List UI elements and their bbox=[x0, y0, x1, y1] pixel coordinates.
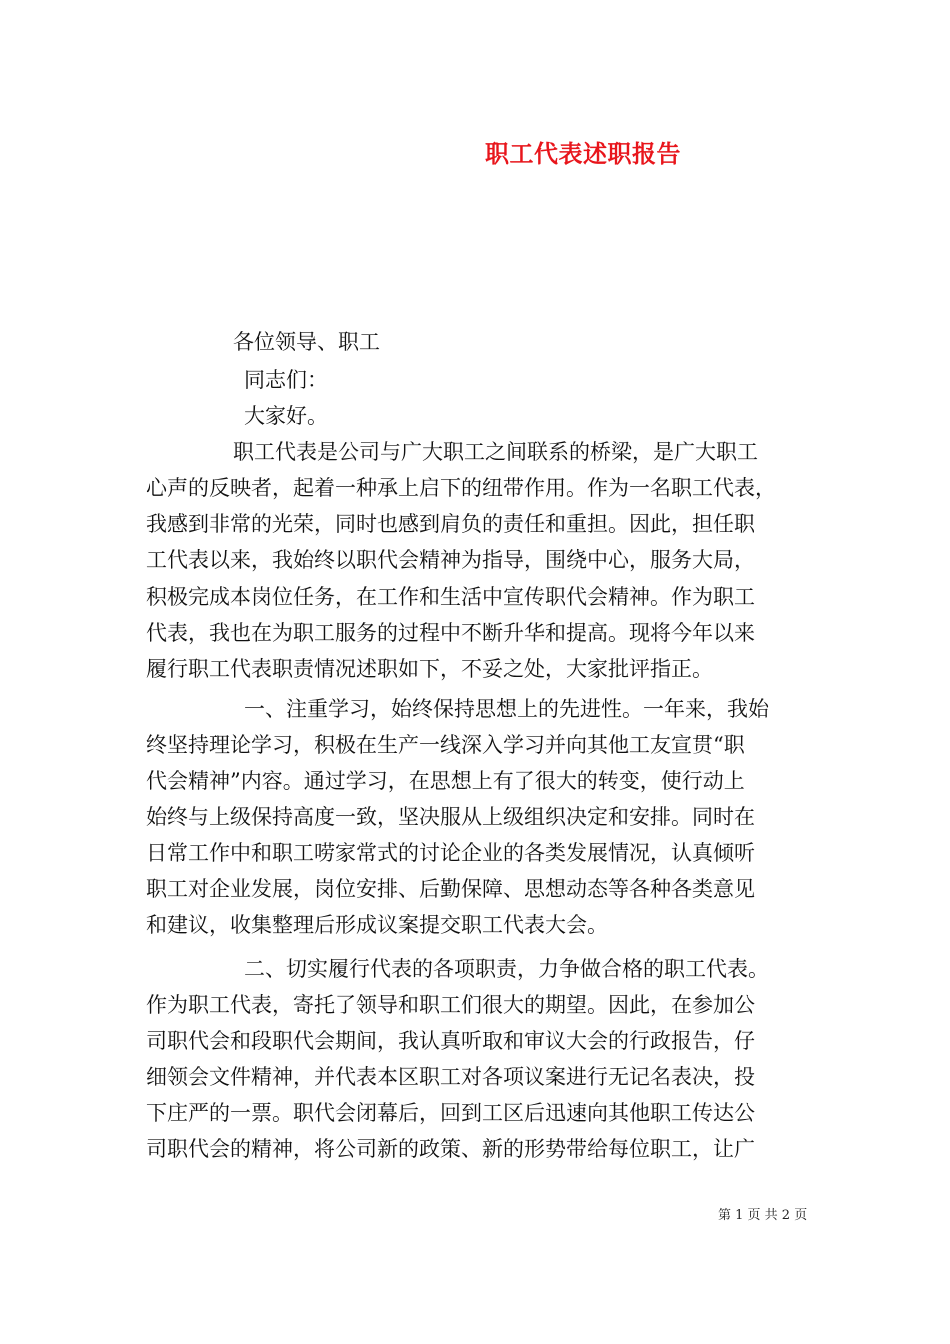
section-heading-line: 二、切实履行代表的各项职责，力争做合格的职工代表。 bbox=[244, 957, 769, 981]
page-footer: 第 1 页 共 2 页 bbox=[718, 1208, 808, 1223]
paragraph-line: 下庄严的一票。职代会闭幕后，回到工区后迅速向其他职工传达公 bbox=[146, 1101, 755, 1125]
salutation-line-1: 各位领导、职工 bbox=[233, 330, 380, 354]
salutation-line-2: 同志们： bbox=[244, 368, 328, 392]
paragraph-line: 职工对企业发展，岗位安排、后勤保障、思想动态等各种各类意见 bbox=[146, 877, 755, 901]
salutation-line-3: 大家好。 bbox=[244, 404, 328, 428]
paragraph-line: 工代表以来，我始终以职代会精神为指导，围绕中心，服务大局， bbox=[146, 548, 755, 572]
paragraph-line: 心声的反映者，起着一种承上启下的纽带作用。作为一名职工代表， bbox=[146, 476, 776, 500]
paragraph-line: 履行职工代表职责情况述职如下，不妥之处，大家批评指正。 bbox=[146, 657, 713, 681]
paragraph-line: 积极完成本岗位任务，在工作和生活中宣传职代会精神。作为职工 bbox=[146, 585, 755, 609]
paragraph-line: 司职代会和段职代会期间，我认真听取和审议大会的行政报告，仔 bbox=[146, 1029, 755, 1053]
paragraph-line: 日常工作中和职工唠家常式的讨论企业的各类发展情况，认真倾听 bbox=[146, 841, 755, 865]
paragraph-line: 代会精神”内容。通过学习，在思想上有了很大的转变，使行动上 bbox=[146, 769, 745, 793]
paragraph-line: 职工代表是公司与广大职工之间联系的桥梁，是广大职工 bbox=[233, 440, 758, 464]
paragraph-line: 细领会文件精神，并代表本区职工对各项议案进行无记名表决，投 bbox=[146, 1065, 755, 1089]
paragraph-line: 终坚持理论学习，积极在生产一线深入学习并向其他工友宣贯“职 bbox=[146, 733, 745, 757]
paragraph-line: 代表，我也在为职工服务的过程中不断升华和提高。现将今年以来 bbox=[146, 621, 755, 645]
section-heading-line: 一、注重学习，始终保持思想上的先进性。一年来，我始 bbox=[244, 697, 769, 721]
paragraph-line: 和建议，收集整理后形成议案提交职工代表大会。 bbox=[146, 913, 608, 937]
document-title: 职工代表述职报告 bbox=[485, 139, 681, 168]
paragraph-line: 司职代会的精神，将公司新的政策、新的形势带给每位职工，让广 bbox=[146, 1137, 755, 1161]
paragraph-line: 始终与上级保持高度一致，坚决服从上级组织决定和安排。同时在 bbox=[146, 805, 755, 829]
paragraph-line: 我感到非常的光荣，同时也感到肩负的责任和重担。因此，担任职 bbox=[146, 512, 755, 536]
paragraph-line: 作为职工代表，寄托了领导和职工们很大的期望。因此，在参加公 bbox=[146, 993, 755, 1017]
